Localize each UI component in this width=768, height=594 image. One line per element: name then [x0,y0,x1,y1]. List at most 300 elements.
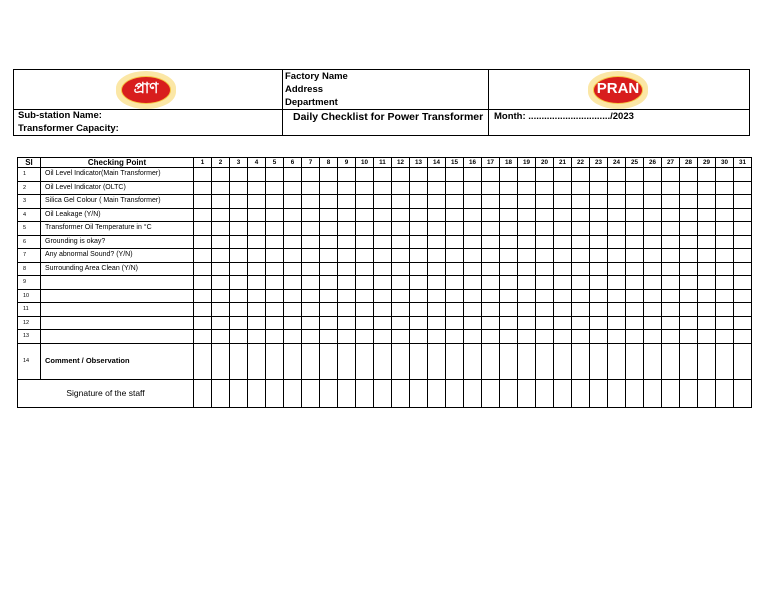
check-cell[interactable] [554,208,572,222]
check-cell[interactable] [212,289,230,303]
check-cell[interactable] [230,303,248,317]
check-cell[interactable] [266,235,284,249]
check-cell[interactable] [608,168,626,182]
check-cell[interactable] [320,289,338,303]
check-cell[interactable] [590,168,608,182]
check-cell[interactable] [734,235,752,249]
check-cell[interactable] [464,181,482,195]
check-cell[interactable] [662,379,680,407]
check-cell[interactable] [230,262,248,276]
check-cell[interactable] [626,249,644,263]
check-cell[interactable] [626,276,644,290]
check-cell[interactable] [554,168,572,182]
check-cell[interactable] [698,195,716,209]
check-cell[interactable] [194,222,212,236]
check-cell[interactable] [392,262,410,276]
check-cell[interactable] [734,316,752,330]
check-cell[interactable] [338,235,356,249]
check-cell[interactable] [572,235,590,249]
check-cell[interactable] [626,330,644,344]
check-cell[interactable] [410,343,428,379]
check-cell[interactable] [320,379,338,407]
check-cell[interactable] [392,181,410,195]
check-cell[interactable] [428,168,446,182]
check-cell[interactable] [500,222,518,236]
check-cell[interactable] [590,208,608,222]
check-cell[interactable] [338,303,356,317]
check-cell[interactable] [284,289,302,303]
check-cell[interactable] [302,249,320,263]
check-cell[interactable] [374,168,392,182]
check-cell[interactable] [644,343,662,379]
check-cell[interactable] [266,222,284,236]
check-cell[interactable] [680,330,698,344]
check-cell[interactable] [536,330,554,344]
check-cell[interactable] [356,379,374,407]
check-cell[interactable] [338,330,356,344]
check-cell[interactable] [644,316,662,330]
check-cell[interactable] [194,168,212,182]
check-cell[interactable] [590,249,608,263]
check-cell[interactable] [410,330,428,344]
check-cell[interactable] [482,262,500,276]
check-cell[interactable] [302,168,320,182]
check-cell[interactable] [644,262,662,276]
check-cell[interactable] [302,343,320,379]
check-cell[interactable] [608,235,626,249]
check-cell[interactable] [464,330,482,344]
check-cell[interactable] [626,195,644,209]
check-cell[interactable] [392,168,410,182]
check-cell[interactable] [536,289,554,303]
check-cell[interactable] [302,195,320,209]
check-cell[interactable] [518,208,536,222]
check-cell[interactable] [500,379,518,407]
check-cell[interactable] [662,208,680,222]
check-cell[interactable] [662,330,680,344]
check-cell[interactable] [212,303,230,317]
check-cell[interactable] [572,343,590,379]
check-cell[interactable] [662,276,680,290]
check-cell[interactable] [698,208,716,222]
check-cell[interactable] [716,330,734,344]
check-cell[interactable] [518,289,536,303]
check-cell[interactable] [554,195,572,209]
check-cell[interactable] [482,195,500,209]
check-cell[interactable] [230,343,248,379]
check-cell[interactable] [554,330,572,344]
check-cell[interactable] [626,343,644,379]
check-cell[interactable] [644,379,662,407]
check-cell[interactable] [446,262,464,276]
check-cell[interactable] [698,235,716,249]
check-cell[interactable] [194,195,212,209]
check-cell[interactable] [266,343,284,379]
check-cell[interactable] [500,168,518,182]
check-cell[interactable] [338,343,356,379]
check-cell[interactable] [194,289,212,303]
check-cell[interactable] [482,208,500,222]
check-cell[interactable] [194,379,212,407]
check-cell[interactable] [320,208,338,222]
check-cell[interactable] [734,303,752,317]
check-cell[interactable] [590,289,608,303]
check-cell[interactable] [428,222,446,236]
check-cell[interactable] [500,208,518,222]
check-cell[interactable] [392,303,410,317]
check-cell[interactable] [536,303,554,317]
check-cell[interactable] [248,316,266,330]
check-cell[interactable] [590,262,608,276]
check-cell[interactable] [716,316,734,330]
check-cell[interactable] [608,330,626,344]
check-cell[interactable] [644,168,662,182]
check-cell[interactable] [608,303,626,317]
check-cell[interactable] [518,195,536,209]
check-cell[interactable] [446,181,464,195]
check-cell[interactable] [284,195,302,209]
check-cell[interactable] [194,330,212,344]
check-cell[interactable] [536,262,554,276]
check-cell[interactable] [446,303,464,317]
check-cell[interactable] [572,208,590,222]
check-cell[interactable] [464,303,482,317]
check-cell[interactable] [446,168,464,182]
check-cell[interactable] [662,303,680,317]
check-cell[interactable] [644,303,662,317]
check-cell[interactable] [410,235,428,249]
check-cell[interactable] [266,379,284,407]
check-cell[interactable] [392,330,410,344]
check-cell[interactable] [248,330,266,344]
check-cell[interactable] [374,289,392,303]
check-cell[interactable] [338,249,356,263]
check-cell[interactable] [716,208,734,222]
check-cell[interactable] [248,379,266,407]
check-cell[interactable] [230,208,248,222]
check-cell[interactable] [626,303,644,317]
check-cell[interactable] [266,330,284,344]
check-cell[interactable] [500,316,518,330]
check-cell[interactable] [446,222,464,236]
check-cell[interactable] [518,330,536,344]
check-cell[interactable] [230,249,248,263]
check-cell[interactable] [662,235,680,249]
check-cell[interactable] [338,276,356,290]
check-cell[interactable] [590,222,608,236]
check-cell[interactable] [194,208,212,222]
check-cell[interactable] [446,343,464,379]
check-cell[interactable] [266,195,284,209]
check-cell[interactable] [662,195,680,209]
check-cell[interactable] [554,235,572,249]
check-cell[interactable] [248,181,266,195]
check-cell[interactable] [194,249,212,263]
check-cell[interactable] [284,303,302,317]
check-cell[interactable] [554,249,572,263]
check-cell[interactable] [698,379,716,407]
check-cell[interactable] [248,235,266,249]
check-cell[interactable] [284,316,302,330]
check-cell[interactable] [554,222,572,236]
check-cell[interactable] [716,222,734,236]
check-cell[interactable] [410,289,428,303]
check-cell[interactable] [608,195,626,209]
check-cell[interactable] [644,222,662,236]
check-cell[interactable] [194,316,212,330]
check-cell[interactable] [446,235,464,249]
check-cell[interactable] [716,262,734,276]
check-cell[interactable] [680,276,698,290]
check-cell[interactable] [230,330,248,344]
check-cell[interactable] [500,276,518,290]
check-cell[interactable] [734,249,752,263]
check-cell[interactable] [626,208,644,222]
check-cell[interactable] [356,303,374,317]
check-cell[interactable] [428,330,446,344]
check-cell[interactable] [392,289,410,303]
check-cell[interactable] [212,222,230,236]
check-cell[interactable] [518,379,536,407]
check-cell[interactable] [716,289,734,303]
check-cell[interactable] [302,262,320,276]
check-cell[interactable] [608,316,626,330]
check-cell[interactable] [626,289,644,303]
check-cell[interactable] [374,276,392,290]
check-cell[interactable] [572,276,590,290]
check-cell[interactable] [680,379,698,407]
check-cell[interactable] [698,303,716,317]
check-cell[interactable] [482,276,500,290]
check-cell[interactable] [302,222,320,236]
check-cell[interactable] [284,181,302,195]
check-cell[interactable] [230,235,248,249]
check-cell[interactable] [356,289,374,303]
check-cell[interactable] [554,276,572,290]
check-cell[interactable] [644,235,662,249]
check-cell[interactable] [536,276,554,290]
check-cell[interactable] [428,379,446,407]
check-cell[interactable] [608,208,626,222]
check-cell[interactable] [482,289,500,303]
check-cell[interactable] [266,276,284,290]
check-cell[interactable] [536,249,554,263]
check-cell[interactable] [716,168,734,182]
check-cell[interactable] [608,276,626,290]
check-cell[interactable] [212,276,230,290]
check-cell[interactable] [212,249,230,263]
check-cell[interactable] [734,168,752,182]
check-cell[interactable] [374,222,392,236]
check-cell[interactable] [662,249,680,263]
check-cell[interactable] [320,195,338,209]
check-cell[interactable] [428,249,446,263]
check-cell[interactable] [500,249,518,263]
check-cell[interactable] [320,316,338,330]
check-cell[interactable] [572,249,590,263]
check-cell[interactable] [428,303,446,317]
check-cell[interactable] [428,289,446,303]
check-cell[interactable] [302,316,320,330]
check-cell[interactable] [212,195,230,209]
check-cell[interactable] [716,343,734,379]
check-cell[interactable] [590,181,608,195]
check-cell[interactable] [230,379,248,407]
check-cell[interactable] [338,195,356,209]
check-cell[interactable] [572,303,590,317]
check-cell[interactable] [464,276,482,290]
check-cell[interactable] [446,289,464,303]
check-cell[interactable] [518,262,536,276]
check-cell[interactable] [356,195,374,209]
check-cell[interactable] [302,208,320,222]
check-cell[interactable] [428,262,446,276]
check-cell[interactable] [716,379,734,407]
check-cell[interactable] [428,316,446,330]
check-cell[interactable] [518,249,536,263]
check-cell[interactable] [356,168,374,182]
check-cell[interactable] [194,262,212,276]
check-cell[interactable] [284,235,302,249]
check-cell[interactable] [428,276,446,290]
check-cell[interactable] [626,222,644,236]
check-cell[interactable] [626,168,644,182]
check-cell[interactable] [302,235,320,249]
check-cell[interactable] [338,379,356,407]
check-cell[interactable] [446,195,464,209]
check-cell[interactable] [464,235,482,249]
check-cell[interactable] [554,316,572,330]
check-cell[interactable] [248,222,266,236]
check-cell[interactable] [716,195,734,209]
check-cell[interactable] [248,195,266,209]
check-cell[interactable] [590,316,608,330]
check-cell[interactable] [554,262,572,276]
check-cell[interactable] [284,330,302,344]
check-cell[interactable] [374,379,392,407]
check-cell[interactable] [716,235,734,249]
check-cell[interactable] [374,262,392,276]
check-cell[interactable] [410,379,428,407]
check-cell[interactable] [212,330,230,344]
check-cell[interactable] [536,168,554,182]
check-cell[interactable] [212,208,230,222]
check-cell[interactable] [374,303,392,317]
check-cell[interactable] [518,235,536,249]
check-cell[interactable] [320,262,338,276]
check-cell[interactable] [590,303,608,317]
check-cell[interactable] [266,208,284,222]
check-cell[interactable] [500,343,518,379]
check-cell[interactable] [356,235,374,249]
check-cell[interactable] [428,208,446,222]
check-cell[interactable] [284,222,302,236]
check-cell[interactable] [608,379,626,407]
check-cell[interactable] [482,303,500,317]
check-cell[interactable] [230,222,248,236]
check-cell[interactable] [572,330,590,344]
check-cell[interactable] [518,316,536,330]
check-cell[interactable] [464,195,482,209]
check-cell[interactable] [464,316,482,330]
check-cell[interactable] [266,316,284,330]
check-cell[interactable] [446,276,464,290]
check-cell[interactable] [212,168,230,182]
check-cell[interactable] [626,316,644,330]
check-cell[interactable] [680,208,698,222]
check-cell[interactable] [698,181,716,195]
check-cell[interactable] [338,208,356,222]
check-cell[interactable] [500,235,518,249]
check-cell[interactable] [284,208,302,222]
check-cell[interactable] [230,316,248,330]
check-cell[interactable] [248,276,266,290]
check-cell[interactable] [464,208,482,222]
check-cell[interactable] [464,343,482,379]
check-cell[interactable] [698,289,716,303]
check-cell[interactable] [482,235,500,249]
check-cell[interactable] [284,276,302,290]
check-cell[interactable] [320,181,338,195]
check-cell[interactable] [464,289,482,303]
check-cell[interactable] [392,195,410,209]
check-cell[interactable] [374,208,392,222]
check-cell[interactable] [212,316,230,330]
check-cell[interactable] [320,222,338,236]
check-cell[interactable] [536,208,554,222]
check-cell[interactable] [266,249,284,263]
check-cell[interactable] [338,181,356,195]
check-cell[interactable] [464,249,482,263]
check-cell[interactable] [698,316,716,330]
check-cell[interactable] [536,235,554,249]
check-cell[interactable] [356,330,374,344]
check-cell[interactable] [356,222,374,236]
check-cell[interactable] [338,316,356,330]
check-cell[interactable] [338,289,356,303]
check-cell[interactable] [230,168,248,182]
check-cell[interactable] [572,181,590,195]
check-cell[interactable] [374,235,392,249]
check-cell[interactable] [626,181,644,195]
check-cell[interactable] [680,343,698,379]
check-cell[interactable] [536,343,554,379]
check-cell[interactable] [572,262,590,276]
check-cell[interactable] [482,168,500,182]
check-cell[interactable] [680,249,698,263]
check-cell[interactable] [518,181,536,195]
check-cell[interactable] [248,343,266,379]
check-cell[interactable] [590,276,608,290]
check-cell[interactable] [248,208,266,222]
check-cell[interactable] [212,181,230,195]
check-cell[interactable] [302,330,320,344]
check-cell[interactable] [500,330,518,344]
check-cell[interactable] [662,168,680,182]
check-cell[interactable] [446,316,464,330]
check-cell[interactable] [392,276,410,290]
check-cell[interactable] [356,276,374,290]
check-cell[interactable] [446,249,464,263]
check-cell[interactable] [536,316,554,330]
check-cell[interactable] [410,276,428,290]
check-cell[interactable] [716,249,734,263]
check-cell[interactable] [374,195,392,209]
check-cell[interactable] [554,303,572,317]
check-cell[interactable] [554,181,572,195]
check-cell[interactable] [644,181,662,195]
check-cell[interactable] [644,276,662,290]
